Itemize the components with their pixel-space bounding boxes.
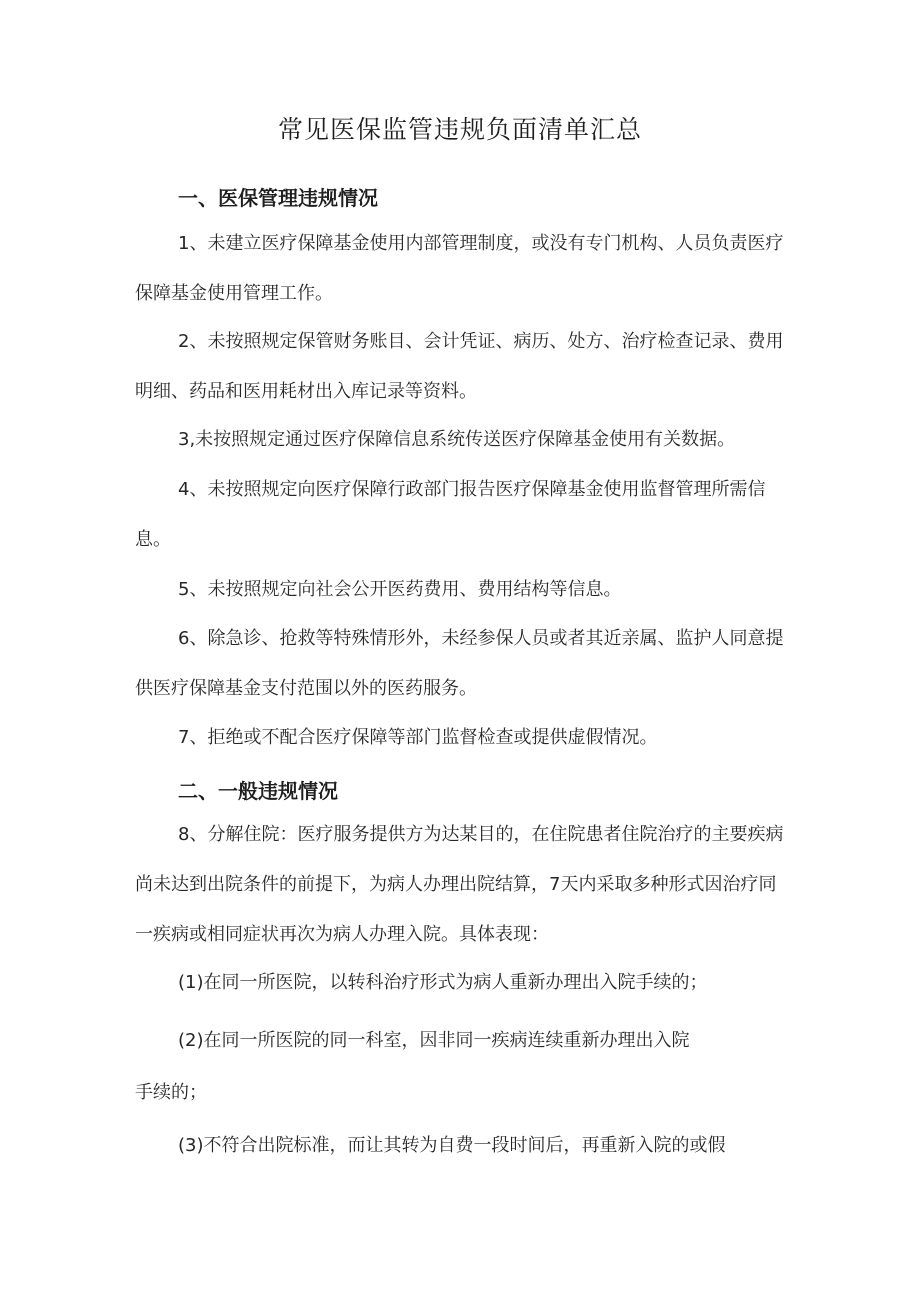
list-item-6: 6、除急诊、抢救等特殊情形外，未经参保人员或者其近亲属、监护人同意提供医疗保障基金支付范围以外的医药服务。 (135, 628, 784, 699)
list-item-8-detail-1: (1)在同一所医院，以转科治疗形式为病人重新办理出入院手续的； (178, 972, 708, 993)
list-item-4: 4、未按照规定向医疗保障行政部门报告医疗保障基金使用监督管理所需信息。 (135, 479, 766, 550)
document-title: 常见医保监管违规负面清单汇总 (277, 115, 642, 144)
list-item-1: 1、未建立医疗保障基金使用内部管理制度，或没有专门机构、人员负责医疗保障基金使用管理工作。 (135, 233, 784, 304)
list-item-2: 2、未按照规定保管财务账目、会计凭证、病历、处方、治疗检查记录、费用明细、药品和医用耗材出入库记录等资料。 (135, 331, 784, 402)
list-item-8-detail-2-continued: 手续的； (135, 1082, 207, 1103)
list-item-8-detail-2: (2)在同一所医院的同一科室，因非同一疾病连续重新办理出入院 (178, 1030, 690, 1051)
section-heading-2: 二、一般违规情况 (178, 779, 338, 803)
list-item-8-detail-3: (3)不符合出院标准，而让其转为自费一段时间后，再重新入院的或假 (178, 1135, 726, 1156)
list-item-8: 8、分解住院：医疗服务提供方为达某目的，在住院患者住院治疗的主要疾病尚未达到出院条件的前提下，为病人办理出院结算，7天内采取多种形式因治疗同一疾病或相同症状再次为病人办理入院。具体表现： (135, 824, 784, 945)
list-item-5: 5、未按照规定向社会公开医药费用、费用结构等信息。 (178, 579, 622, 600)
section-heading-1: 一、医保管理违规情况 (178, 186, 378, 210)
list-item-3: 3,未按照规定通过医疗保障信息系统传送医疗保障基金使用有关数据。 (178, 429, 736, 450)
list-item-7: 7、拒绝或不配合医疗保障等部门监督检查或提供虚假情况。 (178, 727, 658, 748)
